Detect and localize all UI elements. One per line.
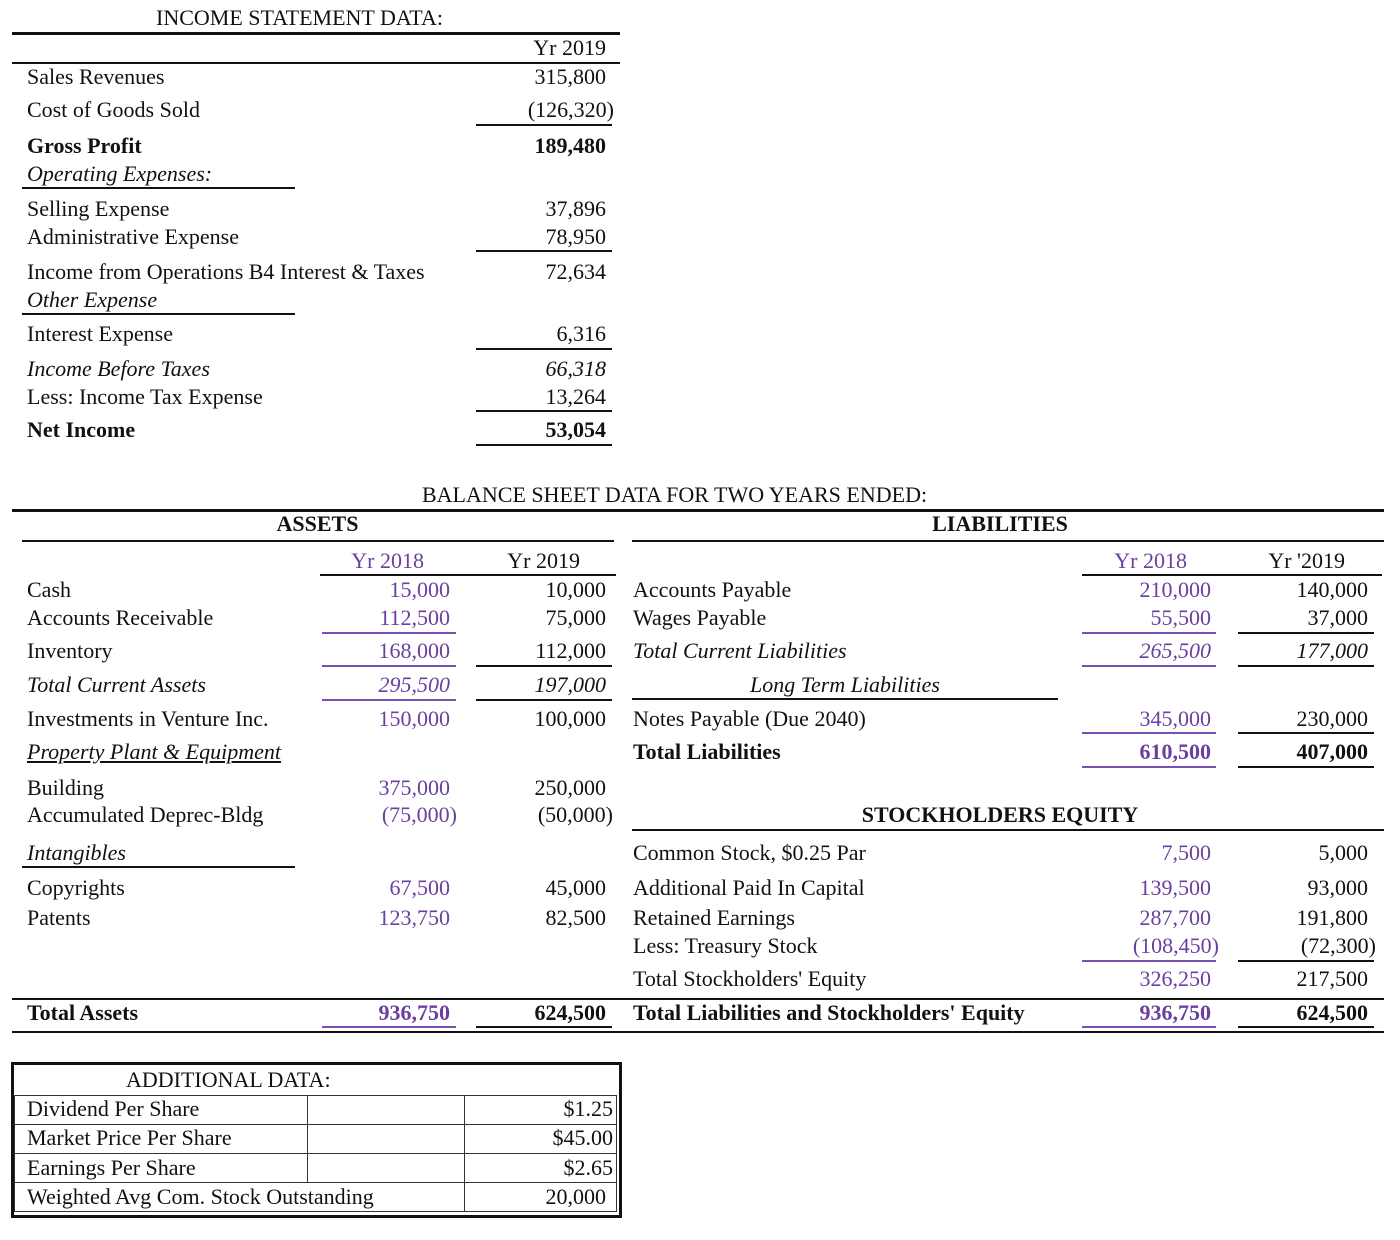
tle-2019-rule xyxy=(1238,1026,1374,1028)
cash-2019: 10,000 xyxy=(545,577,606,602)
net-income-value: 53,054 xyxy=(545,417,606,442)
common-2019: 5,000 xyxy=(1318,840,1368,865)
liab-year-rule xyxy=(1082,574,1382,576)
patents-label: Patents xyxy=(27,905,91,930)
tcl-2019-rule xyxy=(1238,665,1374,667)
equity-header: STOCKHOLDERS EQUITY xyxy=(861,802,1139,827)
common-2018: 7,500 xyxy=(1161,840,1211,865)
tax-label: Less: Income Tax Expense xyxy=(27,384,263,409)
balance-title: BALANCE SHEET DATA FOR TWO YEARS ENDED: xyxy=(422,482,928,507)
assets-year-rule xyxy=(320,574,616,576)
intangibles-rule xyxy=(22,866,295,868)
income-title: INCOME STATEMENT DATA: xyxy=(156,5,443,30)
ltl-rule xyxy=(632,698,1058,700)
inventory-label: Inventory xyxy=(27,638,113,663)
ebt-value: 66,318 xyxy=(545,356,606,381)
apic-label: Additional Paid In Capital xyxy=(633,875,865,900)
additional-title: ADDITIONAL DATA: xyxy=(126,1067,331,1092)
assets-header-rule xyxy=(22,540,614,542)
copyrights-2019: 45,000 xyxy=(545,875,606,900)
building-2019: 250,000 xyxy=(534,775,606,800)
eps-label: Earnings Per Share xyxy=(27,1155,196,1180)
treasury-label: Less: Treasury Stock xyxy=(633,933,818,958)
notes-label: Notes Payable (Due 2040) xyxy=(633,706,866,731)
ap-label: Accounts Payable xyxy=(633,577,792,602)
ebit-label: Income from Operations B4 Interest & Taxes xyxy=(27,259,425,284)
tca-2018: 295,500 xyxy=(378,672,450,697)
common-label: Common Stock, $0.25 Par xyxy=(633,840,866,865)
copyrights-label: Copyrights xyxy=(27,875,125,900)
treasury-2019: (72,300) xyxy=(1300,933,1376,958)
tle-2018-rule xyxy=(1082,1026,1216,1028)
assets-yr2019-header: Yr 2019 xyxy=(507,548,580,573)
patents-2018: 123,750 xyxy=(378,905,450,930)
interest-label: Interest Expense xyxy=(27,321,173,346)
ap-2018: 210,000 xyxy=(1139,577,1211,602)
balance-top-rule xyxy=(12,509,1384,512)
weighted-shares-label: Weighted Avg Com. Stock Outstanding xyxy=(27,1184,374,1209)
tcl-2019: 177,000 xyxy=(1296,638,1368,663)
wages-2019: 37,000 xyxy=(1307,605,1368,630)
admin-rule xyxy=(476,250,612,252)
liabilities-header-rule xyxy=(632,540,1384,542)
admin-value: 78,950 xyxy=(545,224,606,249)
total-equity-2018: 326,250 xyxy=(1139,966,1211,991)
total-assets-2019-rule xyxy=(476,1026,612,1028)
total-liab-2018: 610,500 xyxy=(1139,739,1211,764)
dividend-label: Dividend Per Share xyxy=(27,1096,200,1121)
cogs-rule xyxy=(476,124,612,126)
liab-yr2019-header: Yr '2019 xyxy=(1268,548,1345,573)
add-row2-blank-cell xyxy=(307,1124,465,1154)
ar-label: Accounts Receivable xyxy=(27,605,214,630)
invest-label: Investments in Venture Inc. xyxy=(27,706,269,731)
accum-2018: (75,000) xyxy=(381,802,457,827)
liabilities-header: LIABILITIES xyxy=(932,511,1068,536)
other-expense-rule xyxy=(22,313,295,315)
notes-2019: 230,000 xyxy=(1296,706,1368,731)
inventory-2018-rule xyxy=(322,665,456,667)
tca-label: Total Current Assets xyxy=(27,672,206,697)
inventory-2018: 168,000 xyxy=(378,638,450,663)
net-income-rule xyxy=(476,444,612,446)
eps-value: $2.65 xyxy=(563,1155,613,1180)
admin-label: Administrative Expense xyxy=(27,224,240,249)
ltl-label: Long Term Liabilities xyxy=(750,672,940,697)
building-label: Building xyxy=(27,775,105,800)
market-price-label: Market Price Per Share xyxy=(27,1125,232,1150)
total-assets-2019: 624,500 xyxy=(534,1000,606,1025)
accum-2019: (50,000) xyxy=(537,802,613,827)
total-assets-2018: 936,750 xyxy=(378,1000,450,1025)
tax-rule xyxy=(476,410,612,412)
ap-2019: 140,000 xyxy=(1296,577,1368,602)
ar-2018: 112,500 xyxy=(379,605,450,630)
equity-header-rule xyxy=(632,829,1384,831)
market-price-value: $45.00 xyxy=(552,1125,613,1150)
total-equity-2019: 217,500 xyxy=(1296,966,1368,991)
wages-label: Wages Payable xyxy=(633,605,767,630)
total-assets-label: Total Assets xyxy=(27,1000,139,1025)
cash-2018: 15,000 xyxy=(389,577,450,602)
weighted-shares-value: 20,000 xyxy=(545,1184,606,1209)
apic-2018: 139,500 xyxy=(1139,875,1211,900)
tca-2019: 197,000 xyxy=(534,672,606,697)
wages-2018-rule xyxy=(1082,632,1216,634)
tcl-label: Total Current Liabilities xyxy=(633,638,847,663)
intangibles-label: Intangibles xyxy=(27,840,126,865)
other-expense-label: Other Expense xyxy=(27,287,158,312)
selling-value: 37,896 xyxy=(545,196,606,221)
ppe-label: Property Plant & Equipment xyxy=(27,739,281,764)
invest-2018: 150,000 xyxy=(378,706,450,731)
tca-2019-rule xyxy=(476,699,612,701)
inventory-2019: 112,000 xyxy=(535,638,606,663)
re-2018: 287,700 xyxy=(1139,905,1211,930)
wages-2018: 55,500 xyxy=(1150,605,1211,630)
net-income-label: Net Income xyxy=(27,417,136,442)
treasury-2018: (108,450) xyxy=(1132,933,1219,958)
patents-2019: 82,500 xyxy=(545,905,606,930)
total-row-bottom-rule xyxy=(12,1031,1384,1033)
cogs-label: Cost of Goods Sold xyxy=(27,97,200,122)
total-liab-label: Total Liabilities xyxy=(633,739,781,764)
total-equity-label: Total Stockholders' Equity xyxy=(633,966,867,991)
cogs-value: (126,320) xyxy=(527,97,614,122)
ar-2019: 75,000 xyxy=(545,605,606,630)
tcl-2018: 265,500 xyxy=(1139,638,1211,663)
total-liab-2019: 407,000 xyxy=(1296,739,1368,764)
tca-2018-rule xyxy=(322,699,456,701)
tle-2019: 624,500 xyxy=(1296,1000,1368,1025)
income-year-header: Yr 2019 xyxy=(533,35,606,60)
notes-2019-rule xyxy=(1238,732,1374,734)
dividend-value: $1.25 xyxy=(563,1096,613,1121)
assets-header: ASSETS xyxy=(276,511,359,536)
re-label: Retained Earnings xyxy=(633,905,795,930)
notes-2018-rule xyxy=(1082,732,1216,734)
building-2018: 375,000 xyxy=(378,775,450,800)
add-row1-blank-cell xyxy=(307,1095,465,1125)
invest-2019: 100,000 xyxy=(534,706,606,731)
liab-yr2018-header: Yr 2018 xyxy=(1114,548,1187,573)
ebit-value: 72,634 xyxy=(545,259,606,284)
interest-value: 6,316 xyxy=(556,321,606,346)
treasury-2018-rule xyxy=(1082,960,1216,962)
tax-value: 13,264 xyxy=(545,384,606,409)
tle-label: Total Liabilities and Stockholders' Equity xyxy=(633,1000,1025,1025)
re-2019: 191,800 xyxy=(1296,905,1368,930)
accum-label: Accumulated Deprec-Bldg xyxy=(27,802,264,827)
opex-label: Operating Expenses: xyxy=(27,161,213,186)
sales-label: Sales Revenues xyxy=(27,64,165,89)
gross-value: 189,480 xyxy=(534,133,606,158)
sales-value: 315,800 xyxy=(534,64,606,89)
opex-rule xyxy=(22,187,295,189)
notes-2018: 345,000 xyxy=(1139,706,1211,731)
total-liab-2018-rule xyxy=(1082,766,1216,768)
apic-2019: 93,000 xyxy=(1307,875,1368,900)
ar-2018-rule xyxy=(322,632,456,634)
tcl-2018-rule xyxy=(1082,665,1216,667)
wages-2019-rule xyxy=(1238,632,1374,634)
total-assets-2018-rule xyxy=(322,1026,456,1028)
selling-label: Selling Expense xyxy=(27,196,170,221)
inventory-2019-rule xyxy=(476,665,612,667)
assets-yr2018-header: Yr 2018 xyxy=(351,548,424,573)
treasury-2019-rule xyxy=(1238,960,1374,962)
total-liab-2019-rule xyxy=(1238,766,1374,768)
interest-rule xyxy=(476,348,612,350)
copyrights-2018: 67,500 xyxy=(389,875,450,900)
ebt-label: Income Before Taxes xyxy=(27,356,210,381)
gross-label: Gross Profit xyxy=(27,133,142,158)
add-row3-blank-cell xyxy=(307,1153,465,1183)
tle-2018: 936,750 xyxy=(1139,1000,1211,1025)
cash-label: Cash xyxy=(27,577,71,602)
